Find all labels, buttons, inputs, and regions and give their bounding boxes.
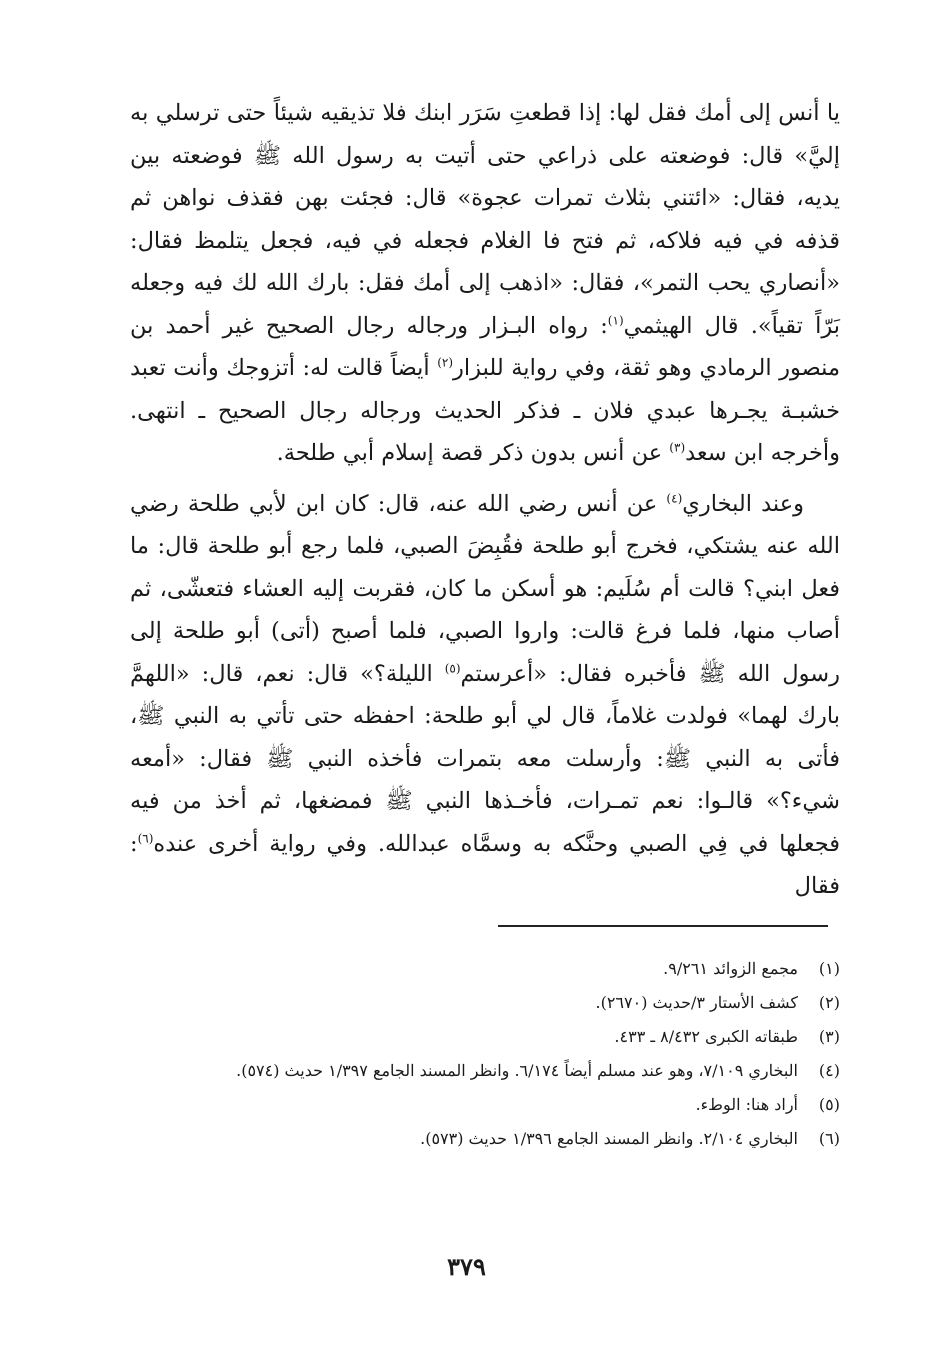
main-text [130,92,840,908]
footnote-ref-1[interactable]: (١) [607,313,624,327]
text-segment: : فقال [130,830,840,899]
footnote-divider [498,925,828,927]
footnote-3 [130,1020,840,1054]
footnote-ref-6[interactable]: (٦) [137,831,154,845]
footnote-text: البخاري ٢/١٠٤. وانظر المسند الجامع ١/٣٩٦ حديث (٥٧٣). [420,1129,798,1148]
page-body [130,92,840,908]
text-segment: عن أنس بدون ذكر قصة إسلام أبي طلحة. [276,440,670,466]
text-segment: الليلة؟» قال: نعم، قال: «اللهمَّ بارك لهما» فولدت غلاماً، قال لي أبو طلحة: احفظه حتى تأتي به النبي ﷺ، فأتى به النبي ﷺ: وأرسلت معه بتمرات فأخذه النبي ﷺ فقال: «أمعه شيء؟» قالـوا: نعم تمـرات، فأخـذها النبي ﷺ فمضغها، ثم أخذ من فيه فجعلها في فِي الصبي وحنَّكه به وسمَّاه عبدالله. وفي رواية أخرى عنده [130,660,840,857]
text-segment: وعند البخاري [682,490,804,517]
footnote-text: أراد هنا: الوطء. [695,1095,798,1114]
footnote-text: البخاري ٧/١٠٩، وهو عند مسلم أيضاً ٦/١٧٤. وانظر المسند الجامع ١/٣٩٧ حديث (٥٧٤). [236,1061,798,1080]
footnote-text: مجمع الزوائد ٩/٢٦١. [663,959,798,978]
paragraph-2 [130,483,840,908]
footnote-ref-2[interactable]: (٢) [437,355,454,370]
footnote-number: (٤) [818,1061,840,1080]
footnote-1 [130,952,840,986]
footnote-ref-5[interactable]: (٥) [444,661,461,675]
footnotes [130,952,840,1156]
footnote-ref-4[interactable]: (٤) [666,491,683,505]
footnote-5 [130,1088,840,1122]
text-segment: عن أنس رضي الله عنه، قال: كان ابن لأبي طلحة رضي الله عنه يشتكي، فخرج أبو طلحة فقُبِضَ الصبي، فلما رجع أبو طلحة قال: ما فعل ابني؟ قالت أم سُلَيم: هو أسكن ما كان، فقربت إليه العشاء فتعشّى، ثم أصاب منها، فلما فرغ قالت: واروا الصبي، فلما أصبح (أتى) أبو طلحة إلى رسول الله ﷺ فأخبره فقال: «أعرستم [130,490,840,687]
footnote-number: (٦) [818,1129,840,1148]
footnote-2 [130,986,840,1020]
text-segment: : رواه البـزار ورجاله رجال الصحيح غير أحمد بن منصور الرمادي وهو ثقة، وفي رواية للبزار [130,312,840,381]
footnote-ref-3[interactable]: (٣) [669,440,686,455]
text-segment: يا أنس إلى أمك فقل لها: إذا قطعتِ سَرَر ابنك فلا تذيقيه شيئاً حتى ترسلي به إليَّ» قال: فوضعته على ذراعي حتى أتيت به رسول الله ﷺ فوضعته بين يديه، فقال: «ائتني بثلاث تمرات عجوة» قال: فجئت بهن فقذف نواهن ثم قذفه في فيه فلاكه، ثم فتح فا الغلام فجعله في فيه، فجعل يتلمظ فقال: «أنصاري يحب التمر»، فقال: «اذهب إلى أمك فقل: بارك الله لك فيه وجعله بَرّاً تقياً». قال الهيثمي [130,100,840,339]
paragraph-1 [130,92,840,475]
footnote-text: كشف الأستار ٣/حديث (٢٦٧٠). [595,993,798,1012]
footnote-4 [130,1054,840,1088]
footnote-number: (٥) [818,1095,840,1114]
footnote-6 [130,1122,840,1156]
page-number: ٣٧٩ [447,1252,486,1281]
footnote-text: طبقاته الكبرى ٨/٤٣٢ ـ ٤٣٣. [614,1027,798,1046]
footnote-number: (٣) [818,1027,840,1046]
text-segment: أيضاً قالت له: أتزوجك وأنت تعبد خشبـة يجـرها عبدي فلان ـ فذكر الحديث ورجاله رجال الصحيح ـ انتهى. وأخرجه ابن سعد [130,355,840,466]
footnote-number: (١) [818,959,840,978]
footnote-number: (٢) [818,993,840,1012]
